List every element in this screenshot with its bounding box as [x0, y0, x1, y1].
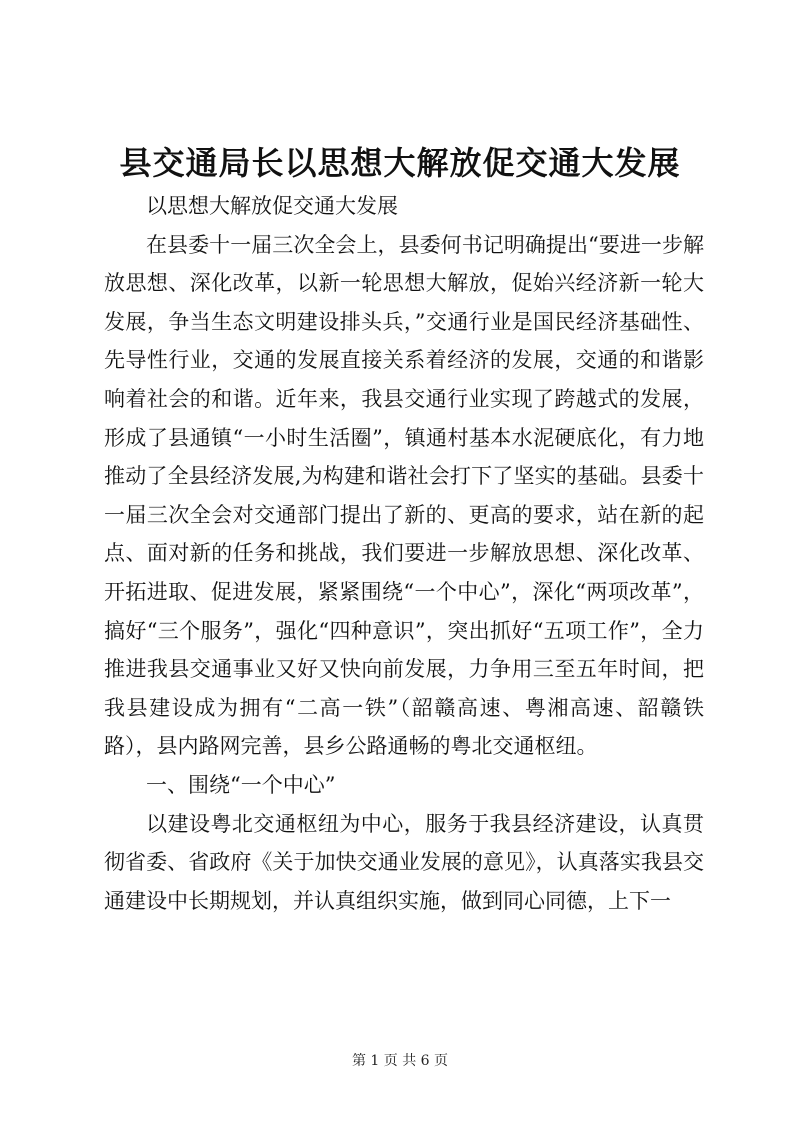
body-paragraph: 以建设粤北交通枢纽为中心，服务于我县经济建设，认真贯彻省委、省政府《关于加快交通业发展的意见》，认真落实我县交通建设中长期规划，并认真组织实施，做到同心同德，上下一 [104, 811, 704, 913]
document-title: 县交通局长以思想大解放促交通大发展 [119, 144, 681, 182]
section-heading: 一、围绕“一个中心” [146, 772, 336, 797]
document-body [104, 187, 704, 920]
subtitle-paragraph: 以思想大解放促交通大发展 [146, 194, 398, 218]
page-footer: 第 1 页 共 6 页 [351, 1053, 449, 1069]
body-paragraph: 在县委十一届三次全会上，县委何书记明确提出“要进一步解放思想、深化改革，以新一轮思想大解放，促始兴经济新一轮大发展，争当生态文明建设排头兵，”交通行业是国民经济基础性、先导性行业，交通的发展直接关系着经济的发展，交通的和谐影响着社会的和谐。近年来，我县交通行业实现了跨越式的发展，形成了县通镇“一小时生活圈”，镇通村基本水泥硬底化，有力地推动了全县经济发展,为构建和谐社会打下了坚实的基础。县委十一届三次全会对交通部门提出了新的、更高的要求，站在新的起点、面对新的任务和挑战，我们要进一步解放思想、深化改革、开拓进取、促进发展，紧紧围绕“一个中心”，深化“两项改革”，搞好“三个服务”，强化“四种意识”，突出抓好“五项工作”，全力推进我县交通事业又好又快向前发展，力争用三至五年时间，把我县建设成为拥有“二高一铁”（韶赣高速、粤湘高速、韶赣铁路），县内路网完善，县乡公路通畅的粤北交通枢纽。 [104, 232, 704, 759]
